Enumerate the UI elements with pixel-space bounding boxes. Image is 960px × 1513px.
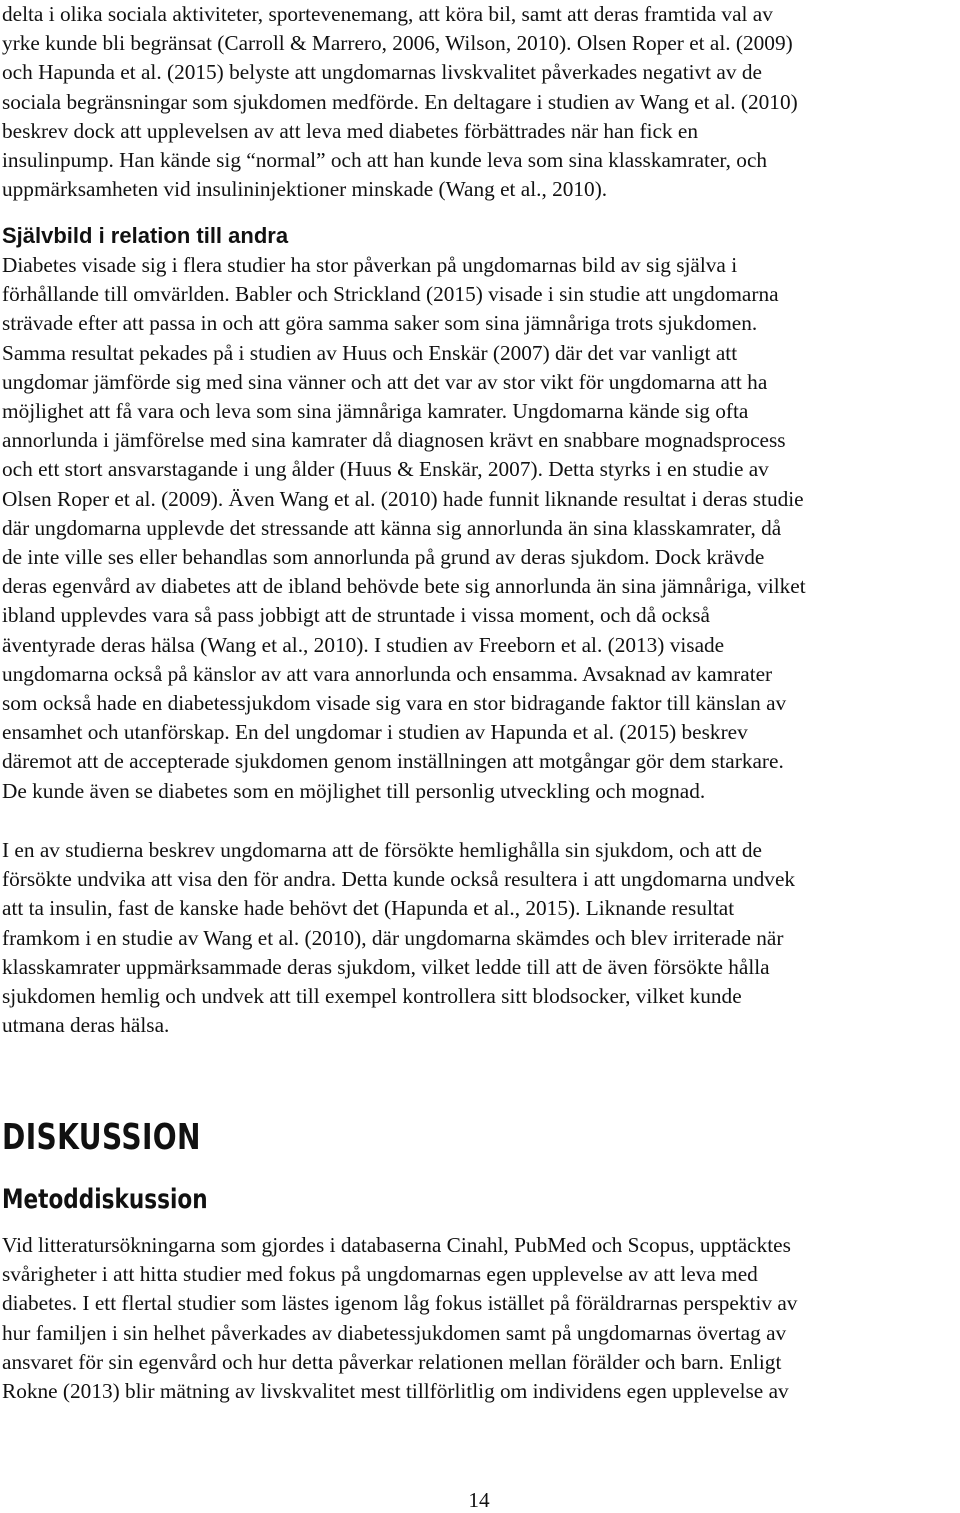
text-line: ansvaret för sin egenvård och hur detta påverkar relationen mellan förälder och barn. Enligt <box>2 1349 782 1374</box>
text-line: sociala begränsningar som sjukdomen medförde. En deltagare i studien av Wang et al. (2010) <box>2 89 798 114</box>
paragraph-4 <box>2 1231 797 1406</box>
text-line: möjlighet att få vara och leva som sina jämnåriga kamrater. Ungdomarna kände sig ofta <box>2 399 749 424</box>
text-line: De kunde även se diabetes som en möjlighet till personlig utveckling och mognad. <box>2 778 706 803</box>
paragraph-3-text <box>2 836 795 1040</box>
heading-diskussion: DISKUSSION <box>2 1117 201 1158</box>
text-line: ibland upplevdes vara så pass jobbigt att de struntade i vissa moment, och då också <box>2 603 710 628</box>
text-line: att ta insulin, fast de kanske hade behövt det (Hapunda et al., 2015). Liknande resultat <box>2 896 735 921</box>
text-line: ensamhet och utanförskap. En del ungdomar i studien av Hapunda et al. (2015) beskrev <box>2 720 748 745</box>
text-line: beskrev dock att upplevelsen av att leva med diabetes förbättrades när han fick en <box>2 118 699 143</box>
paragraph-2-text <box>2 251 806 806</box>
text-line: där ungdomarna upplevde det stressande att känna sig annorlunda än sina klasskamrater, då <box>2 515 782 540</box>
text-line: förhållande till omvärlden. Babler och Strickland (2015) visade i sin studie att ungdomarna <box>2 282 779 307</box>
text-line: klasskamrater uppmärksammade deras sjukdom, vilket ledde till att de även försökte hålla <box>2 954 770 979</box>
paragraph-1-text <box>2 0 798 204</box>
text-line: Diabetes visade sig i flera studier ha stor påverkan på ungdomarnas bild av sig själva i <box>2 253 738 277</box>
text-line: I en av studierna beskrev ungdomarna att de försökte hemlighålla sin sjukdom, och att de <box>2 838 762 862</box>
heading-sjalvbild: Självbild i relation till andra <box>2 223 289 248</box>
text-line: de inte ville ses eller behandlas som annorlunda på grund av deras sjukdom. Dock krävde <box>2 545 765 570</box>
paragraph-2 <box>2 251 806 806</box>
text-line: Olsen Roper et al. (2009). Även Wang et al. (2010) hade funnit liknande resultat i deras studie <box>2 486 804 511</box>
text-line: Rokne (2013) blir mätning av livskvalitet mest tillförlitlig om individens egen upplevelse av <box>2 1379 789 1404</box>
text-line: utmana deras hälsa. <box>2 1013 170 1038</box>
text-line: delta i olika sociala aktiviteter, sportevenemang, att köra bil, samt att deras framtida val av <box>2 2 773 26</box>
text-line: och ett stort ansvarstagande i ung ålder (Huus & Enskär, 2007). Detta styrks i en studie av <box>2 457 769 482</box>
page-number: 14 <box>468 1488 490 1512</box>
text-line: och Hapunda et al. (2015) belyste att ungdomarnas livskvalitet påverkades negativt av de <box>2 60 762 85</box>
text-line: Samma resultat pekades på i studien av Huus och Enskär (2007) där det var vanligt att <box>2 340 738 365</box>
text-line: sjukdomen hemlig och undvek att till exempel kontrollera sitt blodsocker, vilket kunde <box>2 984 742 1009</box>
text-line: däremot att de accepterade sjukdomen genom inställningen att motgångar gör dem starkare. <box>2 749 784 774</box>
text-line: insulinpump. Han kände sig “normal” och att han kunde leva som sina klasskamrater, och <box>2 148 768 173</box>
text-line: framkom i en studie av Wang et al. (2010), där ungdomarna skämdes och blev irriterade när <box>2 925 784 950</box>
text-line: äventyrade deras hälsa (Wang et al., 2010). I studien av Freeborn et al. (2013) visade <box>2 632 725 657</box>
text-line: annorlunda i jämförelse med sina kamrater då diagnosen krävt en snabbare mognadsprocess <box>2 428 786 453</box>
text-line: deras egenvård av diabetes att de ibland behövde bete sig annorlunda än sina jämnåriga, vilket <box>2 574 806 599</box>
paragraph-4-text <box>2 1231 797 1406</box>
text-line: uppmärksamheten vid insulininjektioner minskade (Wang et al., 2010). <box>2 177 608 202</box>
text-line: hur familjen i sin helhet påverkades av diabetessjukdomen samt på ungdomarnas övertag av <box>2 1320 787 1345</box>
paragraph-1 <box>2 0 798 204</box>
text-line: diabetes. I ett flertal studier som lästes igenom låg fokus istället på föräldrarnas perspektiv av <box>2 1291 798 1316</box>
text-line: ungdomarna också på känslor av att vara annorlunda och ensamma. Avsaknad av kamrater <box>2 661 773 686</box>
heading-metoddiskussion: Metoddiskussion <box>2 1184 208 1215</box>
paragraph-3 <box>2 836 795 1040</box>
text-line: yrke kunde bli begränsat (Carroll & Marrero, 2006, Wilson, 2010). Olsen Roper et al. (2009) <box>2 31 793 56</box>
text-line: Vid litteratursökningarna som gjordes i databaserna Cinahl, PubMed och Scopus, upptäcktes <box>2 1233 791 1257</box>
text-line: försökte undvika att visa den för andra. Detta kunde också resultera i att ungdomarna undvek <box>2 867 796 892</box>
text-line: strävade efter att passa in och att göra samma saker som sina jämnåriga trots sjukdomen. <box>2 311 758 336</box>
text-line: som också hade en diabetessjukdom visade sig vara en stor bidragande faktor till känslan av <box>2 691 787 716</box>
text-line: svårigheter i att hitta studier med fokus på ungdomarnas egen upplevelse av att leva med <box>2 1262 758 1287</box>
text-line: ungdomar jämförde sig med sina vänner och att det var av stor vikt för ungdomarna att ha <box>2 369 768 394</box>
